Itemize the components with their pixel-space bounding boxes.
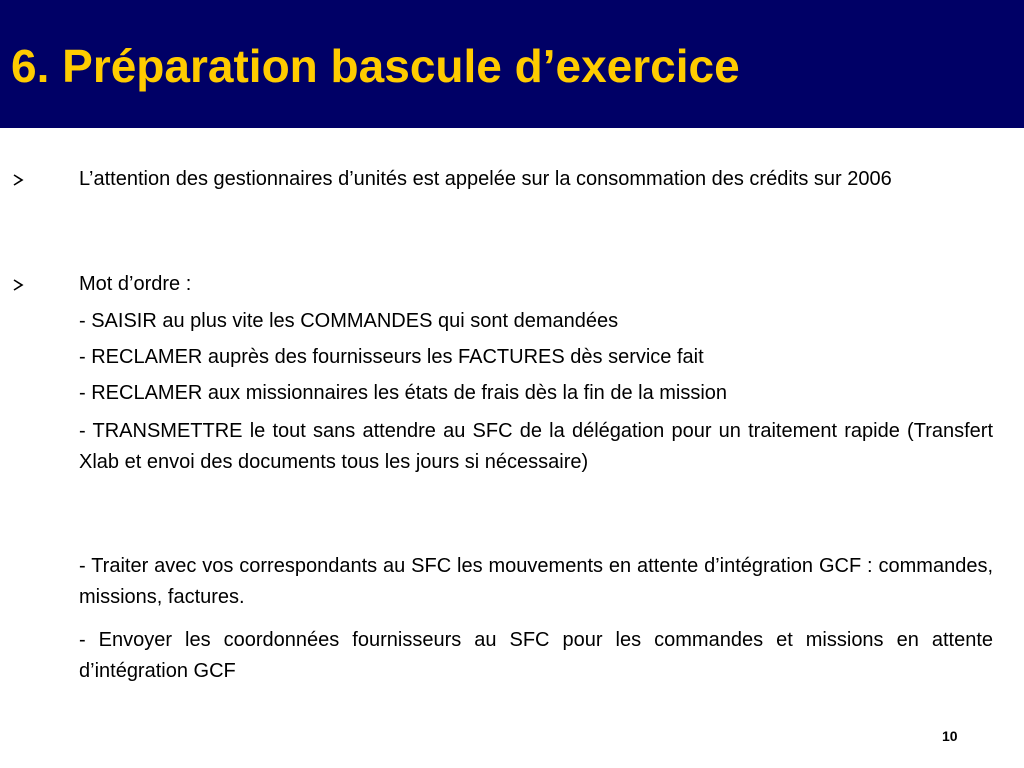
sub-item-envoyer: - Envoyer les coordonnées fournisseurs au SFC pour les commandes et missions en attente d’intégration GCF [79,629,993,682]
page-number: 10 [942,728,958,744]
sub-item-transmettre: - TRANSMETTRE le tout sans attendre au SFC de la délégation pour un traitement rapide (Transfert Xlab et envoi des documents tous les jours si nécessaire) [79,420,993,473]
bullet-text-credits: L’attention des gestionnaires d’unités est appelée sur la consommation des crédits sur 2006 [79,168,892,190]
arrowhead-bullet-icon [11,278,25,292]
sub-item-reclamer-factures: - RECLAMER auprès des fournisseurs les FACTURES dès service fait [79,346,704,368]
arrowhead-bullet-icon [11,173,25,187]
sub-item-traiter: - Traiter avec vos correspondants au SFC les mouvements en attente d’intégration GCF : commandes, missions, factures. [79,555,993,608]
sub-item-saisir: - SAISIR au plus vite les COMMANDES qui sont demandées [79,310,619,332]
title-bar [0,0,1024,128]
bullet-text-mot-d-ordre: Mot d’ordre : [79,273,192,295]
slide-title: 6. Préparation bascule d’exercice [11,40,740,92]
sub-item-reclamer-frais: - RECLAMER aux missionnaires les états de frais dès la fin de la mission [79,382,728,404]
